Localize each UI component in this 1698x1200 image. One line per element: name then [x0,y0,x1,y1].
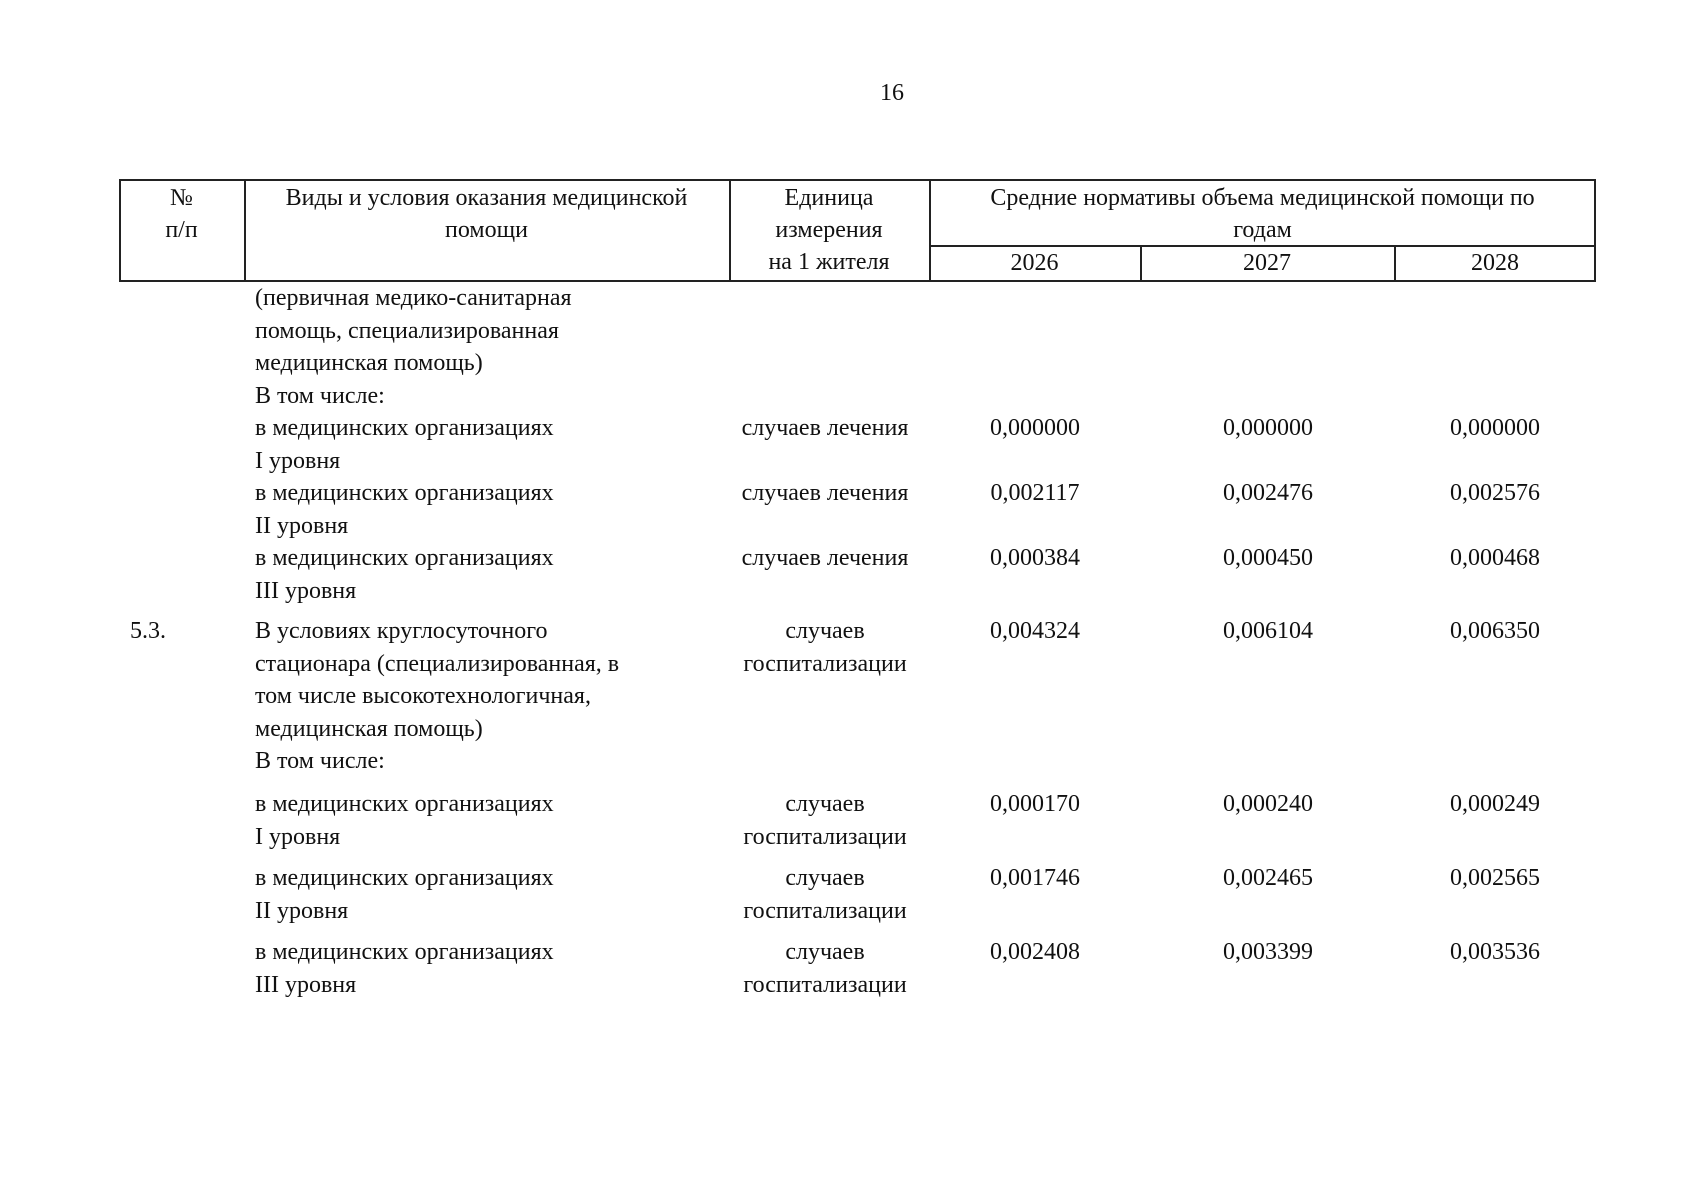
header-type: Виды и условия оказания медицинской помощи [285,185,688,243]
header-year-2027: 2027 [1243,250,1291,276]
row-description: в медицинских организациях II уровня [255,865,554,924]
row-value-2026: 0,000384 [990,545,1080,571]
row-value-2027: 0,000240 [1223,791,1313,817]
row-value-2027: 0,002465 [1223,865,1313,891]
row-value-2027: 0,003399 [1223,939,1313,965]
row-value-2028: 0,002565 [1450,865,1540,891]
table-header [119,179,1596,282]
row-value-2028: 0,006350 [1450,618,1540,644]
header-unit: Единица измерения на 1 жителя [768,185,890,275]
row-value-2027: 0,000450 [1223,545,1313,571]
row-unit: случаев госпитализации [743,939,907,998]
header-year-2026: 2026 [1010,250,1059,276]
row-description: в медицинских организациях I уровня [255,791,554,850]
row-description: В условиях круглосуточного стационара (специализированная, в том числе высокотехнологичная, медицинская помощь) В том числе: [255,618,620,774]
row-value-2026: 0,004324 [990,618,1080,644]
row-description: в медицинских организациях III уровня [255,939,554,998]
row-value-2028: 0,002576 [1450,480,1540,506]
row-value-2026: 0,001746 [990,865,1080,891]
row-unit: случаев госпитализации [743,791,907,850]
row-unit: случаев госпитализации [743,865,907,924]
row-value-2026: 0,002117 [990,480,1080,506]
header-year-2028: 2028 [1471,250,1519,276]
row-value-2027: 0,000000 [1223,415,1313,441]
row-unit: случаев госпитализации [743,618,907,677]
row-value-2028: 0,000468 [1450,545,1540,571]
row-value-2026: 0,000000 [990,415,1080,441]
row-value-2028: 0,003536 [1450,939,1540,965]
row-unit: случаев лечения [741,480,909,506]
row-value-2027: 0,002476 [1223,480,1313,506]
row-value-2028: 0,000249 [1450,791,1540,817]
row-unit: случаев лечения [741,545,909,571]
row-description: в медицинских организациях II уровня [255,480,554,539]
header-num: № п/п [165,185,198,243]
row-description: в медицинских организациях I уровня [255,415,554,474]
row-value-2028: 0,000000 [1450,415,1540,441]
row-unit: случаев лечения [741,415,909,441]
row-description: (первичная медико-санитарная помощь, специализированная медицинская помощь) В том числе: [255,285,572,409]
header-border-top [119,179,1596,181]
header-norms: Средние нормативы объема медицинской помощи по годам [990,185,1535,243]
row-number: 5.3. [130,618,166,644]
page-number: 16 [880,80,904,106]
row-description: в медицинских организациях III уровня [255,545,554,604]
row-value-2026: 0,002408 [990,939,1080,965]
row-value-2026: 0,000170 [990,791,1080,817]
row-value-2027: 0,006104 [1223,618,1313,644]
